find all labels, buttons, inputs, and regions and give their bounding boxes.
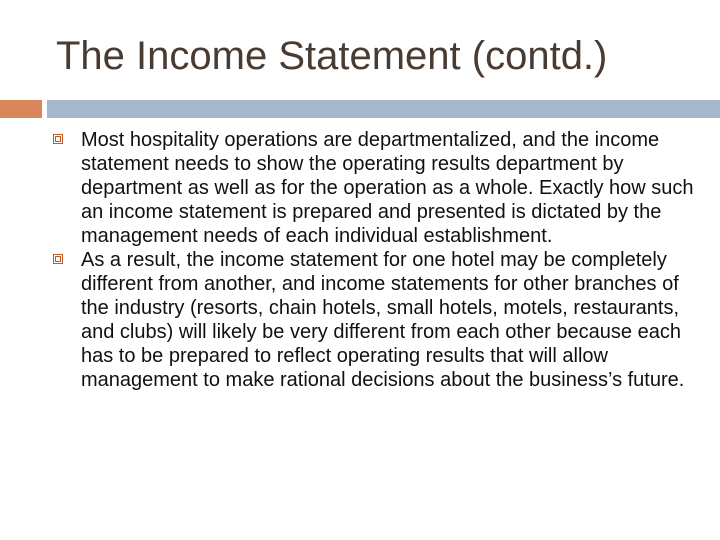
- bullet-item: [50, 128, 700, 248]
- bullet-text: As a result, the income statement for one hotel may be completely different from another, and income statements for other branches of the industry (resorts, chain hotels, small hotels, motels, restaurants, and clubs) will likely be very different from each other because each has to be prepared to reflect operating results that will allow management to make rational decisions about the business’s future.: [81, 249, 685, 391]
- title-rule-bar: [47, 100, 720, 118]
- bullet-item: [50, 248, 700, 392]
- title-accent-bar: [0, 100, 42, 118]
- square-bullet-icon: [53, 134, 63, 144]
- bullet-list: [50, 128, 700, 392]
- slide-title: The Income Statement (contd.): [56, 34, 608, 78]
- square-bullet-icon: [53, 254, 63, 264]
- bullet-text: Most hospitality operations are departmentalized, and the income statement needs to show the operating results department by department as well as for the operation as a whole. Exactly how such an income statement is prepared and presented is dictated by the management needs of each individual establishment.: [81, 129, 694, 247]
